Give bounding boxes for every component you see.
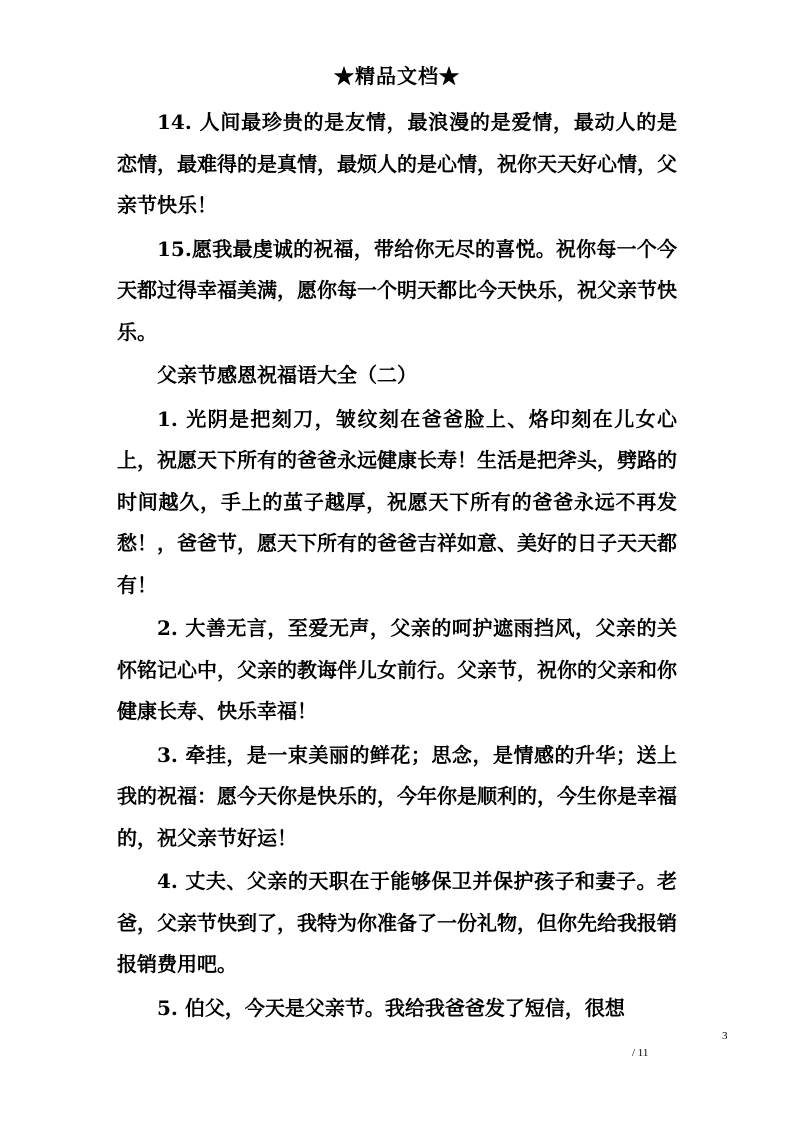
page-number: 3 (722, 1030, 728, 1042)
document-header-title: ★精品文档★ (334, 64, 460, 88)
paragraph-15: 15.愿我最虔诚的祝福，带给你无尽的喜悦。祝你每一个今天都过得幸福美满，愿你每一个明天都比今天快乐，祝父亲节快乐。 (117, 236, 677, 344)
section-heading: 父亲节感恩祝福语大全（二） (157, 363, 417, 387)
paragraph-1: 1. 光阴是把刻刀，皱纹刻在爸爸脸上、烙印刻在儿女心上，祝愿天下所有的爸爸永远健康长寿！生活是把斧头，劈路的时间越久，手上的茧子越厚，祝愿天下所有的爸爸永远不再发愁！，爸爸节，愿天下所有的爸爸吉祥如意、美好的日子天天都有！ (117, 406, 677, 597)
page-total: / 11 (632, 1047, 649, 1059)
document-body (117, 102, 677, 1029)
paragraph-14: 14. 人间最珍贵的是友情，最浪漫的是爱情，最动人的是恋情，最难得的是真情，最烦人的是心情，祝你天天好心情，父亲节快乐！ (117, 110, 677, 217)
paragraph-2: 2. 大善无言，至爱无声，父亲的呵护遮雨挡风，父亲的关怀铭记心中，父亲的教诲伴儿女前行。父亲节，祝你的父亲和你健康长寿、快乐幸福！ (117, 616, 677, 723)
paragraph-4: 4. 丈夫、父亲的天职在于能够保卫并保护孩子和妻子。老爸，父亲节快到了，我特为你准备了一份礼物，但你先给我报销报销费用吧。 (117, 869, 677, 976)
paragraph-3: 3. 牵挂，是一束美丽的鲜花；思念，是情感的升华；送上我的祝福：愿今天你是快乐的，今年你是顺利的，今生你是幸福的，祝父亲节好运！ (117, 742, 677, 850)
paragraph-5: 5. 伯父，今天是父亲节。我给我爸爸发了短信，很想 (157, 995, 625, 1020)
